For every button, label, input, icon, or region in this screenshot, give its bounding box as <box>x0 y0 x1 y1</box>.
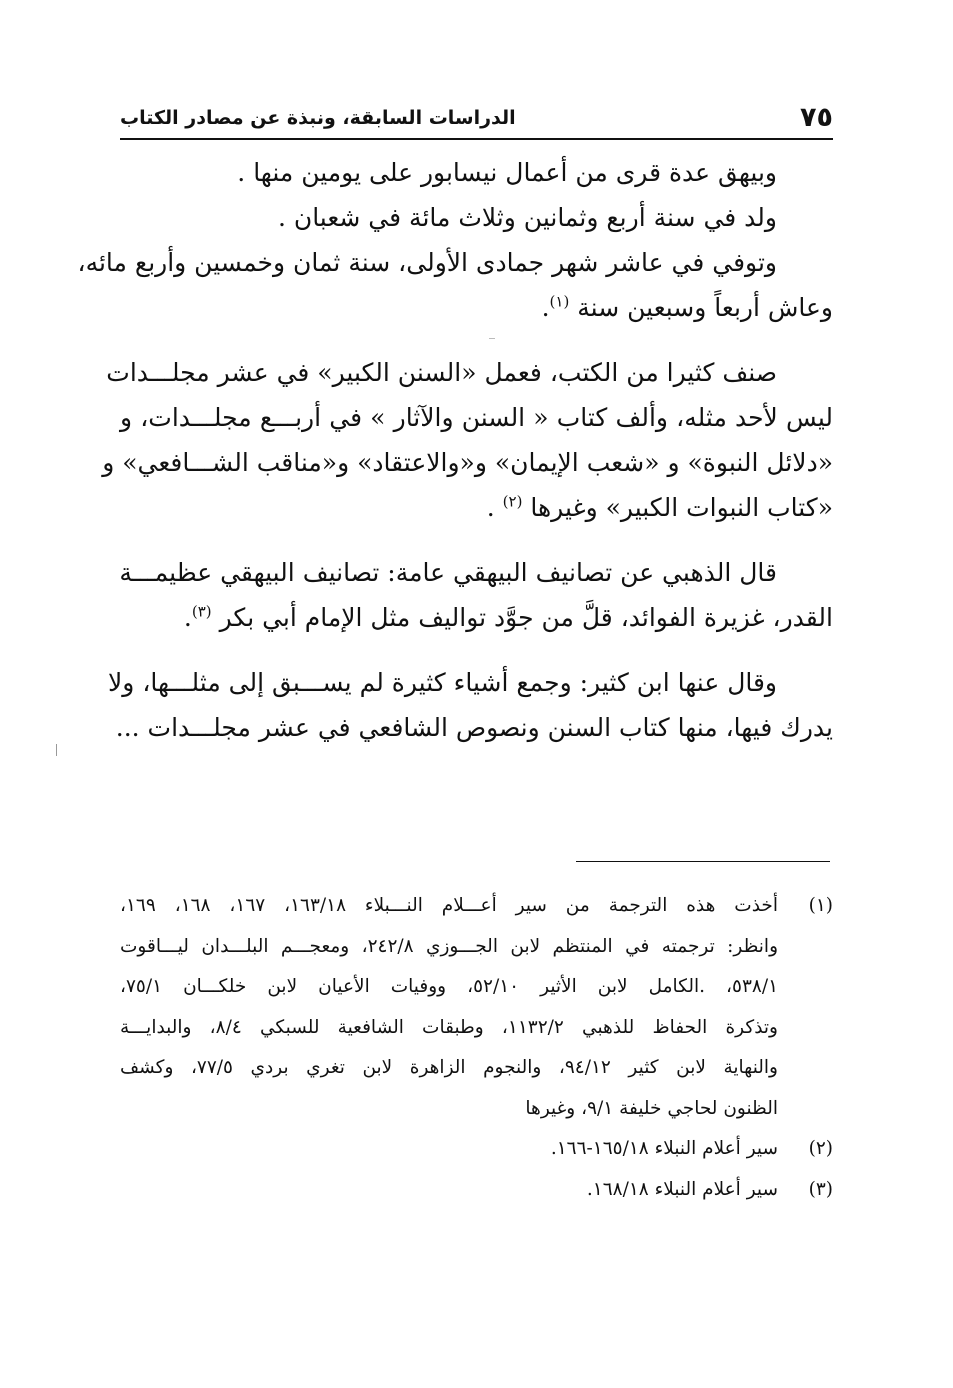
footnote-line: وانظر: ترجمته في المنتظم لابن الجـــوزي ٢٤٢/٨، ومعجـــم البلـــدان ليـــاقوت <box>120 935 779 957</box>
footnote-line: وتذكرة الحفاظ للذهبي ١١٣٢/٢، وطبقات الشافعية للسبكي ٨/٤، والبدايـــة <box>120 1016 778 1038</box>
text-line: صنف كثيرا من الكتب، فعمل «السنن الكبير» في عشر مجلـــدات <box>106 358 777 387</box>
footnote-line: ٥٣٨/١، .الكامل لابن الأثير ٥٢/١٠، ووفيات الأعيان لابن خلكـــان ٧٥/١، <box>120 976 779 997</box>
footnote-marker: (٣) <box>808 1178 833 1200</box>
footnote-separator <box>576 861 830 862</box>
text-line: القدر، غزيرة الفوائد، قلَّ من جوَّد تواليف مثل الإمام أبي بكر $^{(٣)}$. <box>183 602 833 632</box>
text-line: «كتاب النبوات الكبير» وغيرها $^{(٢)}$ . <box>486 492 833 522</box>
page-number: ٧٥ <box>800 102 833 133</box>
footnote-ref-3[interactable]: (٣) <box>191 602 212 621</box>
footnote-marker: (٢) <box>808 1138 833 1159</box>
text-line: ليس لأحد مثله، وألف كتاب « السنن والآثار » في أربـــع مجلـــدات، و <box>120 403 833 432</box>
footnote-1: (١) أخذت هذه الترجمة من سير أعـــلام النـــبلاء ١٦٣/١٨، ١٦٧، ١٦٨، ١٦٩، <box>120 886 833 927</box>
text-line: «دلائل النبوة» و «شعب الإيمان» و«والاعتقاد» و«مناقب الشـــافعي» و <box>102 448 833 477</box>
text-line: وتوفي في عاشر شهر جمادى الأولى، سنة ثمان وخمسين وأربع مائه، <box>77 248 777 277</box>
footnote-ref-2[interactable]: (٢) <box>502 492 523 511</box>
text-line: وبيهق عدة قرى من أعمال نيسابور على يومين منها . <box>237 158 777 187</box>
footnote-2: (٢) سير أعلام النبلاء ١٦٥/١٨-١٦٦. <box>120 1129 833 1170</box>
page-header <box>120 100 833 140</box>
text-line: ولد في سنة أربع وثمانين وثلاث مائة في شعبان . <box>277 203 777 232</box>
footnote-line: والنهاية لابن كثير ٩٤/١٢، والنجوم الزاهرة لابن تغري بردي ٧٧/٥، وكشف <box>120 1057 778 1078</box>
main-text <box>77 150 833 750</box>
text-line: وقال عنها ابن كثير: وجمع أشياء كثيرة لم يســـبق إلى مثلـــها، ولا <box>108 668 777 697</box>
scan-mark <box>56 744 57 756</box>
text-line: وعاش أربعاً وسبعين سنة $^{(١)}$. <box>541 292 833 322</box>
scan-mark <box>489 338 495 339</box>
footnotes <box>120 886 833 1210</box>
footnote-ref-1[interactable]: (١) <box>549 292 570 311</box>
text-line: يدرك فيها، منها كتاب السنن ونصوص الشافعي في عشر مجلـــدات ... <box>115 713 833 742</box>
footnote-marker: (١) <box>808 895 833 916</box>
text-line: قال الذهبي عن تصانيف البيهقي عامة: تصانيف البيهقي عظيمـــة <box>119 558 777 587</box>
footnote-3: (٣) سير أعلام النبلاء ١٦٨/١٨. <box>120 1170 833 1211</box>
footnote-line: الظنون لحاجي خليفة ٩/١، وغيرها <box>525 1097 778 1119</box>
running-title: الدراسات السابقة، ونبذة عن مصادر الكتاب <box>120 107 516 129</box>
